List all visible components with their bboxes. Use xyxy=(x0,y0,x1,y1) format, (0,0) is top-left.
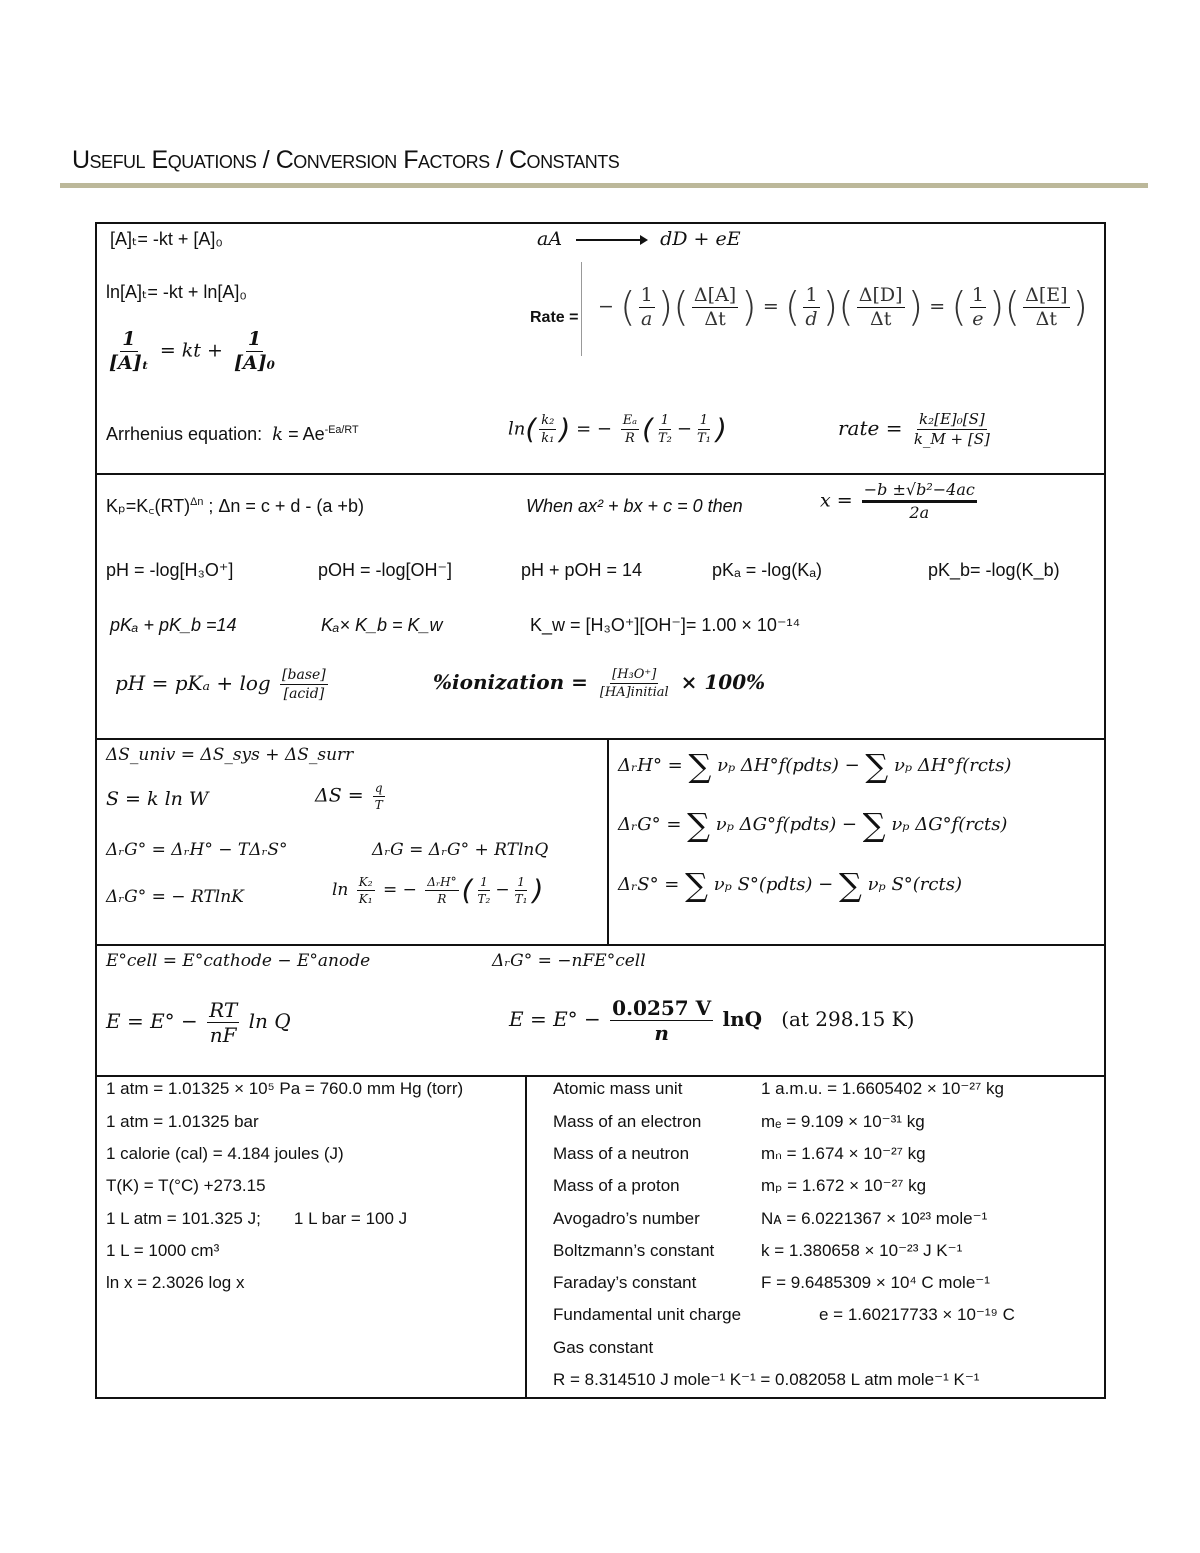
divider-thermo-vertical xyxy=(607,738,609,945)
sum-entropy-eq: ΔᵣS° = ∑ νₚ S°(pdts) − ∑ νₚ S°(rcts) xyxy=(618,866,962,904)
constant-name: Mass of a neutron xyxy=(553,1144,690,1163)
nernst-298-eq: E = E° − $\frac{0.0257 V}{n}$ lnQ (at 298.15 K) xyxy=(509,996,915,1045)
conversion-item: 1 atm = 1.01325 bar xyxy=(106,1112,259,1131)
entropy-universe-eq: ΔS_univ = ΔS_sys + ΔS_surr xyxy=(106,745,354,765)
constant-name: Faraday’s constant xyxy=(553,1273,697,1292)
sum-enthalpy-eq: ΔᵣH° = ∑ νₚ ΔH°f(pdts) − ∑ νₚ ΔH°f(rcts) xyxy=(618,747,1012,785)
constant-value: mₑ = 9.109 × 10⁻³¹ kg xyxy=(761,1112,925,1131)
kw-eq: K_w = [H₃O⁺][OH⁻]= 1.00 × 10⁻¹⁴ xyxy=(530,615,801,635)
title-rule xyxy=(60,183,1148,188)
page-title: Useful Equations / Conversion Factors / Constants xyxy=(72,146,620,174)
divider-thermo xyxy=(95,944,1106,946)
constant-name: Avogadro’s number xyxy=(553,1209,700,1228)
rate-expression: − ( $\frac{1}{a}$ )( $\frac{\Delta[A]}{\Delta t}$ ) = ( $\frac{1}{d}$ )( $\frac{\Delta[D]}{\Delta t}$ ) = ( $\frac{1}{e}$ )( $\frac{\Delta[E]}{\Delta t}$ ) xyxy=(598,284,1089,331)
rate-bracket-line xyxy=(581,262,582,356)
constant-value: e = 1.60217733 × 10⁻¹⁹ C xyxy=(819,1305,1015,1324)
constant-name: Gas constant xyxy=(553,1338,654,1357)
arrhenius-eq: Arrhenius equation: $k = Ae^{-Ea/RT}$ xyxy=(106,424,359,445)
constant-value: mₚ = 1.672 × 10⁻²⁷ kg xyxy=(761,1176,927,1195)
constant-name: Boltzmann’s constant xyxy=(553,1241,715,1260)
arrhenius-two-point-eq: ln( $\frac{\text{k₂}}{\text{k₁}}$ ) = − $\frac{\text{Eₐ}}{R}$ ( $\frac{1}{\text{T₂}}$ − $\frac{1}{\text{T₁}}$ ) xyxy=(508,412,727,446)
rate-label: Rate = xyxy=(530,309,579,326)
divider-equilibrium xyxy=(95,738,1106,740)
pkb-eq: pK_b= -log(K_b) xyxy=(928,560,1060,580)
reaction-arrow xyxy=(576,239,646,241)
gas-constant-value: R = 8.314510 J mole⁻¹ K⁻¹ = 0.082058 L atm mole⁻¹ K⁻¹ xyxy=(553,1370,980,1389)
conversion-item: 1 L atm = 101.325 J; 1 L bar = 100 J xyxy=(106,1209,408,1228)
kp-kc-eq: Kₚ=K꜀(RT)$^{\Delta n}$ ; Δn = c + d - (a +b) xyxy=(106,496,364,516)
constant-value: mₙ = 1.674 × 10⁻²⁷ kg xyxy=(761,1144,926,1163)
zero-order-eq: [A]ₜ= -kt + [A]₀ xyxy=(110,229,223,249)
constant-value: 1 a.m.u. = 1.6605402 × 10⁻²⁷ kg xyxy=(761,1079,1004,1098)
conversion-item: 1 L = 1000 cm³ xyxy=(106,1241,220,1260)
divider-constants-vertical xyxy=(525,1075,527,1398)
divider-kinetics xyxy=(95,473,1106,475)
entropy-q-over-t-eq: ΔS = $\frac{q}{T}$ xyxy=(315,781,383,812)
van-t-hoff-eq: ln $\frac{\text{K₂}}{\text{K₁}}$ = − $\frac{\text{ΔᵣH°}}{R}$ ( $\frac{1}{\text{T₂}}$ − $\frac{1}{\text{T₁}}$ ) xyxy=(332,873,544,907)
first-order-eq: ln[A]ₜ= -kt + ln[A]₀ xyxy=(106,282,247,302)
percent-ionization-eq: %ionization = $\frac{\text{[H₃O⁺]}}{\text{[HA]initial}}$ × 100% xyxy=(433,667,766,700)
conversion-item: ln x = 2.3026 log x xyxy=(106,1273,245,1292)
reaction-eq: aA dD + eE xyxy=(537,228,741,250)
pka-pkb-sum-eq: pKₐ + pK_b =14 xyxy=(110,615,237,635)
constant-value: k = 1.380658 × 10⁻²³ J K⁻¹ xyxy=(761,1241,963,1260)
constant-value: F = 9.6485309 × 10⁴ C mole⁻¹ xyxy=(761,1273,990,1292)
constant-name: Fundamental unit charge xyxy=(553,1305,742,1324)
ph-eq: pH = -log[H₃O⁺] xyxy=(106,560,234,580)
gibbs-k-eq: ΔᵣG° = − RTlnK xyxy=(106,887,244,907)
gibbs-enthalpy-eq: ΔᵣG° = ΔᵣH° − TΔᵣS° xyxy=(106,840,288,860)
constant-value: Nᴀ = 6.0221367 × 10²³ mole⁻¹ xyxy=(761,1209,988,1228)
conversion-item: 1 atm = 1.01325 × 10⁵ Pa = 760.0 mm Hg (torr) xyxy=(106,1079,464,1098)
constant-name: Mass of an electron xyxy=(553,1112,702,1131)
nernst-eq: E = E° − $\frac{RT}{nF}$ ln Q xyxy=(106,998,291,1047)
gibbs-q-eq: ΔᵣG = ΔᵣG° + RTlnQ xyxy=(372,840,549,860)
quadratic-solution: x = $\frac{\text{−b ±√b²−4ac}}{2a}$ xyxy=(820,480,975,522)
ka-kb-kw-eq: Kₐ× K_b = K_w xyxy=(321,615,443,635)
ph-poh-sum-eq: pH + pOH = 14 xyxy=(521,560,643,580)
boltzmann-entropy-eq: S = k ln W xyxy=(106,788,209,810)
poh-eq: pOH = -log[OH⁻] xyxy=(318,560,453,580)
pka-eq: pKₐ = -log(Kₐ) xyxy=(712,560,822,580)
ecell-eq: E°cell = E°cathode − E°anode xyxy=(106,951,371,971)
conversion-item: 1 calorie (cal) = 4.184 joules (J) xyxy=(106,1144,344,1163)
gibbs-nfe-eq: ΔᵣG° = −nFE°cell xyxy=(492,951,646,971)
conversion-item: T(K) = T(°C) +273.15 xyxy=(106,1176,266,1195)
constant-name: Mass of a proton xyxy=(553,1176,680,1195)
second-order-eq: $\frac{1}{\text{[A]ₜ}}$ = kt + $\frac{1}{\text{[A]₀}}$ xyxy=(109,328,275,374)
michaelis-menten-eq: rate = $\frac{\text{k₂[E]₀[S]}}{k\_M + [S]}$ xyxy=(838,410,990,448)
henderson-hasselbalch-eq: pH = pKₐ + log $\frac{\text{[base]}}{\text{[acid]}}$ xyxy=(115,667,326,702)
sum-gibbs-eq: ΔᵣG° = ∑ νₚ ΔG°f(pdts) − ∑ νₚ ΔG°f(rcts) xyxy=(618,806,1008,844)
quadratic-eq: When ax² + bx + c = 0 then xyxy=(526,496,743,516)
divider-electro xyxy=(95,1075,1106,1077)
constant-name: Atomic mass unit xyxy=(553,1079,683,1098)
